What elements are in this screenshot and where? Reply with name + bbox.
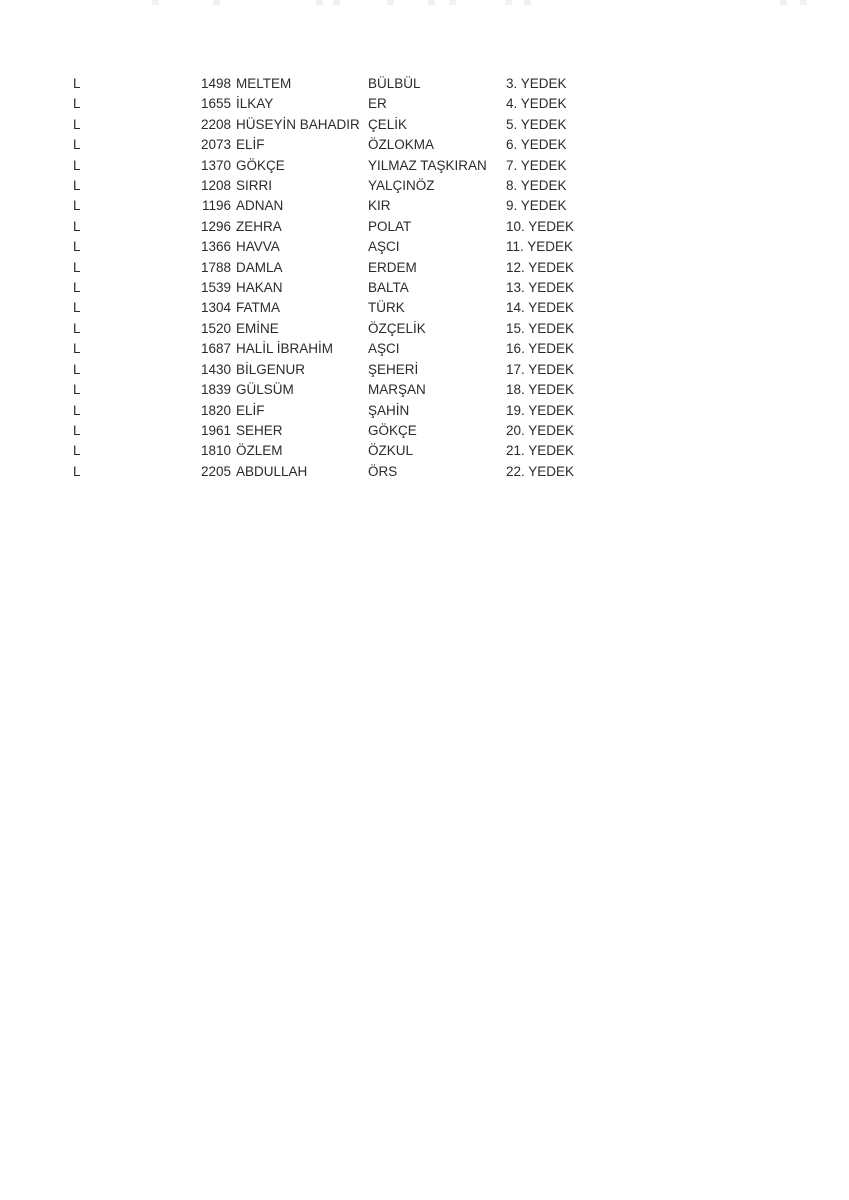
cell-last-name: ERDEM bbox=[368, 259, 417, 275]
cell-reserve-rank: 14. YEDEK bbox=[506, 300, 575, 316]
cell-reserve-rank: 21. YEDEK bbox=[506, 443, 575, 459]
cell-group-letter: L bbox=[73, 96, 81, 112]
cell-group-letter: L bbox=[73, 76, 81, 91]
cell-group-letter: L bbox=[73, 382, 81, 398]
cell-reserve-rank: 19. YEDEK bbox=[506, 402, 575, 418]
table-row bbox=[73, 74, 616, 94]
cell-last-name: YILMAZ TAŞKIRAN bbox=[368, 157, 487, 173]
cell-last-name: KIR bbox=[368, 198, 391, 214]
cell-first-name: MELTEM bbox=[236, 76, 292, 91]
cell-number: 1370 bbox=[200, 157, 231, 173]
cell-number: 1839 bbox=[200, 382, 231, 398]
cell-first-name: ÖZLEM bbox=[236, 443, 283, 459]
cell-last-name: YALÇINÖZ bbox=[368, 178, 435, 194]
cell-group-letter: L bbox=[73, 259, 81, 275]
cropped-text-artifact bbox=[316, 0, 323, 5]
cell-group-letter: L bbox=[73, 300, 81, 316]
cell-group-letter: L bbox=[73, 463, 81, 479]
cropped-text-artifact bbox=[152, 0, 159, 5]
cropped-text-artifact bbox=[333, 0, 340, 5]
cell-first-name: ELİF bbox=[236, 402, 265, 418]
cell-first-name: HALİL İBRAHİM bbox=[236, 341, 334, 357]
cell-reserve-rank: 13. YEDEK bbox=[506, 280, 575, 296]
cropped-text-artifact bbox=[524, 0, 531, 5]
cell-first-name: ADNAN bbox=[236, 198, 284, 214]
cell-last-name: ÖZÇELİK bbox=[368, 320, 426, 336]
cell-number: 1208 bbox=[200, 178, 231, 194]
cell-reserve-rank: 3. YEDEK bbox=[506, 76, 567, 91]
cell-group-letter: L bbox=[73, 320, 81, 336]
cell-group-letter: L bbox=[73, 218, 81, 234]
cropped-text-artifact bbox=[800, 0, 807, 5]
cell-number: 2208 bbox=[200, 116, 231, 132]
cell-first-name: İLKAY bbox=[236, 96, 274, 112]
cell-last-name: GÖKÇE bbox=[368, 422, 417, 438]
table-row bbox=[73, 421, 616, 441]
table-row bbox=[73, 135, 616, 155]
cell-group-letter: L bbox=[73, 443, 81, 459]
table-row bbox=[73, 94, 616, 114]
cell-reserve-rank: 4. YEDEK bbox=[506, 96, 567, 112]
cell-first-name: GÜLSÜM bbox=[236, 382, 294, 398]
cell-group-letter: L bbox=[73, 402, 81, 418]
cell-first-name: GÖKÇE bbox=[236, 157, 285, 173]
cell-last-name: ÇELİK bbox=[368, 116, 408, 132]
cell-number: 1296 bbox=[200, 218, 231, 234]
cell-first-name: SIRRI bbox=[236, 178, 273, 194]
cell-number: 1520 bbox=[200, 320, 231, 336]
cell-group-letter: L bbox=[73, 178, 81, 194]
cell-first-name: ZEHRA bbox=[236, 218, 282, 234]
cell-reserve-rank: 6. YEDEK bbox=[506, 137, 567, 153]
cell-number: 1788 bbox=[200, 259, 231, 275]
cell-group-letter: L bbox=[73, 157, 81, 173]
cell-last-name: ÖRS bbox=[368, 463, 398, 479]
cell-reserve-rank: 12. YEDEK bbox=[506, 259, 575, 275]
table-row bbox=[73, 278, 616, 298]
cell-number: 2205 bbox=[200, 463, 231, 479]
cell-reserve-rank: 7. YEDEK bbox=[506, 157, 567, 173]
cell-group-letter: L bbox=[73, 239, 81, 255]
cell-first-name: EMİNE bbox=[236, 320, 279, 336]
cell-reserve-rank: 11. YEDEK bbox=[506, 239, 574, 255]
cell-last-name: POLAT bbox=[368, 218, 412, 234]
cropped-text-artifact bbox=[780, 0, 787, 5]
table-row bbox=[73, 319, 616, 339]
cell-number: 1304 bbox=[200, 300, 231, 316]
cell-first-name: ELİF bbox=[236, 137, 265, 153]
cell-group-letter: L bbox=[73, 280, 81, 296]
cell-number: 1498 bbox=[200, 76, 231, 91]
cell-last-name: MARŞAN bbox=[368, 382, 426, 398]
cell-number: 1430 bbox=[200, 361, 231, 377]
cell-first-name: DAMLA bbox=[236, 259, 283, 275]
cell-last-name: BALTA bbox=[368, 280, 409, 296]
cell-last-name: BÜLBÜL bbox=[368, 76, 421, 91]
cell-number: 1961 bbox=[200, 422, 231, 438]
cell-first-name: BİLGENUR bbox=[236, 361, 306, 377]
cell-number: 1820 bbox=[200, 402, 231, 418]
table-row bbox=[73, 339, 616, 359]
cell-number: 1810 bbox=[200, 443, 231, 459]
cell-first-name: SEHER bbox=[236, 422, 283, 438]
table-row bbox=[73, 258, 616, 278]
cell-group-letter: L bbox=[73, 341, 81, 357]
cropped-text-artifact bbox=[213, 0, 220, 5]
cell-group-letter: L bbox=[73, 361, 81, 377]
cell-last-name: ÖZLOKMA bbox=[368, 137, 435, 153]
table-row bbox=[73, 462, 616, 482]
cell-last-name: AŞCI bbox=[368, 239, 400, 255]
table-row bbox=[73, 217, 616, 237]
table-row bbox=[73, 156, 616, 176]
table-row bbox=[73, 401, 616, 421]
cropped-text-artifact bbox=[505, 0, 512, 5]
cell-first-name: HÜSEYİN BAHADIR bbox=[236, 116, 360, 132]
cell-group-letter: L bbox=[73, 116, 81, 132]
cell-reserve-rank: 18. YEDEK bbox=[506, 382, 575, 398]
cell-last-name: ER bbox=[368, 96, 387, 112]
cell-number: 2073 bbox=[200, 137, 231, 153]
table-row bbox=[73, 360, 616, 380]
cell-first-name: HAKAN bbox=[236, 280, 283, 296]
cell-first-name: FATMA bbox=[236, 300, 281, 316]
cell-reserve-rank: 22. YEDEK bbox=[506, 463, 575, 479]
cell-reserve-rank: 10. YEDEK bbox=[506, 218, 575, 234]
cell-reserve-rank: 16. YEDEK bbox=[506, 341, 575, 357]
table-row bbox=[73, 115, 616, 135]
cell-group-letter: L bbox=[73, 137, 81, 153]
cell-first-name: ABDULLAH bbox=[236, 463, 308, 479]
cell-reserve-rank: 15. YEDEK bbox=[506, 320, 575, 336]
table-row bbox=[73, 237, 616, 257]
cell-reserve-rank: 5. YEDEK bbox=[506, 116, 567, 132]
cell-group-letter: L bbox=[73, 198, 81, 214]
table-row bbox=[73, 176, 616, 196]
cell-number: 1539 bbox=[200, 280, 231, 296]
table-row bbox=[73, 441, 616, 461]
cell-number: 1366 bbox=[200, 239, 231, 255]
cell-first-name: HAVVA bbox=[236, 239, 280, 255]
cell-last-name: AŞCI bbox=[368, 341, 400, 357]
cell-last-name: ŞAHİN bbox=[368, 402, 410, 418]
cell-number: 1196 bbox=[201, 198, 231, 214]
cell-last-name: ÖZKUL bbox=[368, 443, 414, 459]
table-row bbox=[73, 196, 616, 216]
cropped-text-artifact bbox=[387, 0, 394, 5]
cell-reserve-rank: 9. YEDEK bbox=[506, 198, 567, 214]
cell-reserve-rank: 17. YEDEK bbox=[506, 361, 575, 377]
cell-number: 1687 bbox=[200, 341, 231, 357]
cell-last-name: ŞEHERİ bbox=[368, 361, 419, 377]
cropped-text-artifact bbox=[428, 0, 435, 5]
table-row bbox=[73, 298, 616, 318]
cell-number: 1655 bbox=[200, 96, 231, 112]
cell-reserve-rank: 8. YEDEK bbox=[506, 178, 567, 194]
cropped-text-artifact bbox=[449, 0, 456, 5]
reserve-list-table bbox=[73, 74, 616, 482]
table-row bbox=[73, 380, 616, 400]
cell-last-name: TÜRK bbox=[368, 300, 405, 316]
cell-reserve-rank: 20. YEDEK bbox=[506, 422, 575, 438]
cell-group-letter: L bbox=[73, 422, 81, 438]
